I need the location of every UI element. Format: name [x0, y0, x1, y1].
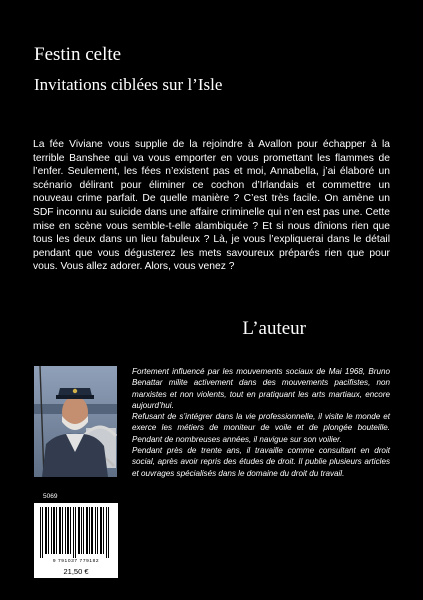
author-bio	[132, 366, 390, 479]
barcode-box	[34, 503, 118, 578]
synopsis-text: La fée Viviane vous supplie de la rejoindre à Avallon pour échapper à la terrible Banshee qui va vous emporter en vous promettant les flammes de l’enfer. Seulement, les fées n’existent pas et moi, Annabella, j’ai élaboré un scénario délirant pour éliminer ce cochon d’Irlandais et commettre un nouveau crime parfait. De quelle manière ? C’est très facile. On amène un SDF inconnu au suicide dans une affaire criminelle qui n’en est pas une. Cette mise en scène vous semble-t-elle alambiquée ? Et si nous dînions rien que tous les deux dans un lieu fabuleux ? Là, je vous l’expliquerai dans le détail pendant que vous dégusterez les mets savoureux préparés rien que pour vous. Vous allez adorer. Alors, vous venez ?	[33, 139, 390, 273]
author-bio-paragraph: Refusant de s’intégrer dans la vie professionnelle, il visite le monde et exerce les métiers de moniteur de voile et de plongée bouteille. Pendant de nombreuses années, il navigue sur son voilier.	[132, 412, 390, 444]
author-heading: L’auteur	[242, 318, 306, 339]
isbn-digits: 9 791037 779182	[52, 559, 100, 564]
book-subtitle: Invitations ciblées sur l’Isle	[34, 75, 223, 94]
catalog-code: 5069	[43, 493, 58, 500]
author-bio-paragraph: Pendant près de trente ans, il travaille comme consultant en droit social, après avoir repris des études de droit. Il publie plusieurs articles et ouvrages spécialisés dans le domaine du droit du travail.	[132, 446, 390, 478]
book-title: Festin celte	[34, 44, 122, 65]
author-photo	[34, 366, 117, 477]
barcode	[38, 507, 114, 558]
price: 21,50 €	[63, 567, 89, 576]
author-bio-paragraph: Fortement influencé par les mouvements sociaux de Mai 1968, Bruno Benattar milite activement dans des mouvements pacifistes, non marxistes et non violents, tout en pratiquant les arts martiaux, encore aujourd’hui.	[132, 367, 390, 410]
